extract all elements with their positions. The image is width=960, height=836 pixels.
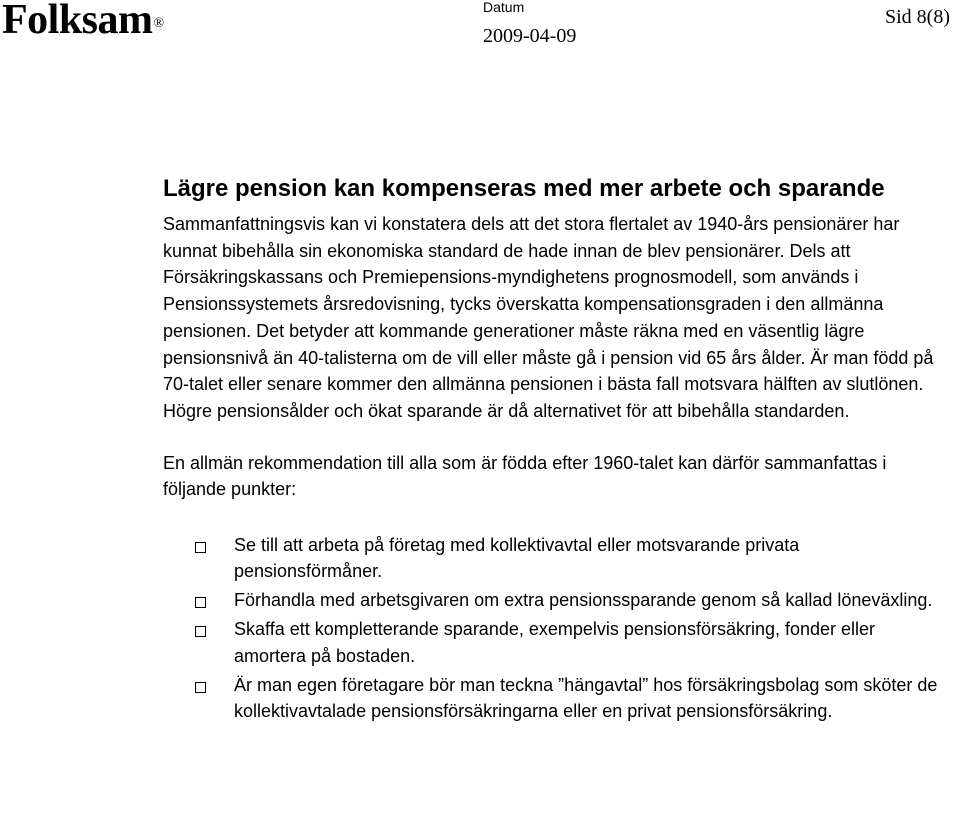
main-content bbox=[163, 174, 953, 724]
list-item bbox=[163, 532, 940, 585]
registered-trademark-icon: ® bbox=[153, 16, 164, 31]
date-value: 2009-04-09 bbox=[483, 25, 577, 47]
list-item bbox=[163, 672, 940, 725]
section-heading: Lägre pension kan kompenseras med mer arbete och sparande bbox=[163, 175, 885, 202]
logo-text: Folksam bbox=[2, 0, 153, 43]
list-item bbox=[163, 616, 940, 669]
list-item-text: Är man egen företagare bör man teckna ”hängavtal” hos försäkringsbolag som sköter de kollektivavtalade pensionsförsäkringarna eller en privat pensionsförsäkring. bbox=[234, 674, 938, 721]
checkbox-bullet-icon bbox=[195, 626, 206, 637]
recommendation-list bbox=[163, 532, 953, 724]
list-item-text: Se till att arbeta på företag med kollektivavtal eller motsvarande privata pensionsförmåner. bbox=[234, 535, 800, 582]
date-label: Datum bbox=[483, 0, 525, 15]
recommendation-paragraph: En allmän rekommendation till alla som är födda efter 1960-talet kan därför sammanfattas i följande punkter: bbox=[163, 452, 887, 500]
intro-paragraph: Sammanfattningsvis kan vi konstatera dels att det stora flertalet av 1940-års pensionärer har kunnat bibehålla sin ekonomiska standard de hade innan de blev pensionärer. Dels att Försäkringskassans och Premiepensions-myndighetens prognosmodell, som används i Pensionssystemets årsredovisning, tycks överskatta kompensationsgraden i den allmänna pensionen. Det betyder att kommande generationer måste räkna med en väsentlig lägre pensionsnivå än 40-talisterna om de vill eller måste gå i pension vid 65 års ålder. Är man född på 70-talet eller senare kommer den allmänna pensionen i bästa fall motsvara hälften av slutlönen. Högre pensionsålder och ökat sparande är då alternativet för att bibehålla standarden. bbox=[163, 214, 934, 421]
checkbox-bullet-icon bbox=[195, 682, 206, 693]
folksam-logo bbox=[2, 0, 164, 44]
list-item-text: Förhandla med arbetsgivaren om extra pensionssparande genom så kallad löneväxling. bbox=[234, 590, 933, 611]
list-item-text: Skaffa ett kompletterande sparande, exempelvis pensionsförsäkring, fonder eller amortera på bostaden. bbox=[234, 619, 876, 666]
list-item bbox=[163, 587, 940, 613]
page-number: Sid 8(8) bbox=[885, 6, 950, 28]
checkbox-bullet-icon bbox=[195, 542, 206, 553]
checkbox-bullet-icon bbox=[195, 597, 206, 608]
